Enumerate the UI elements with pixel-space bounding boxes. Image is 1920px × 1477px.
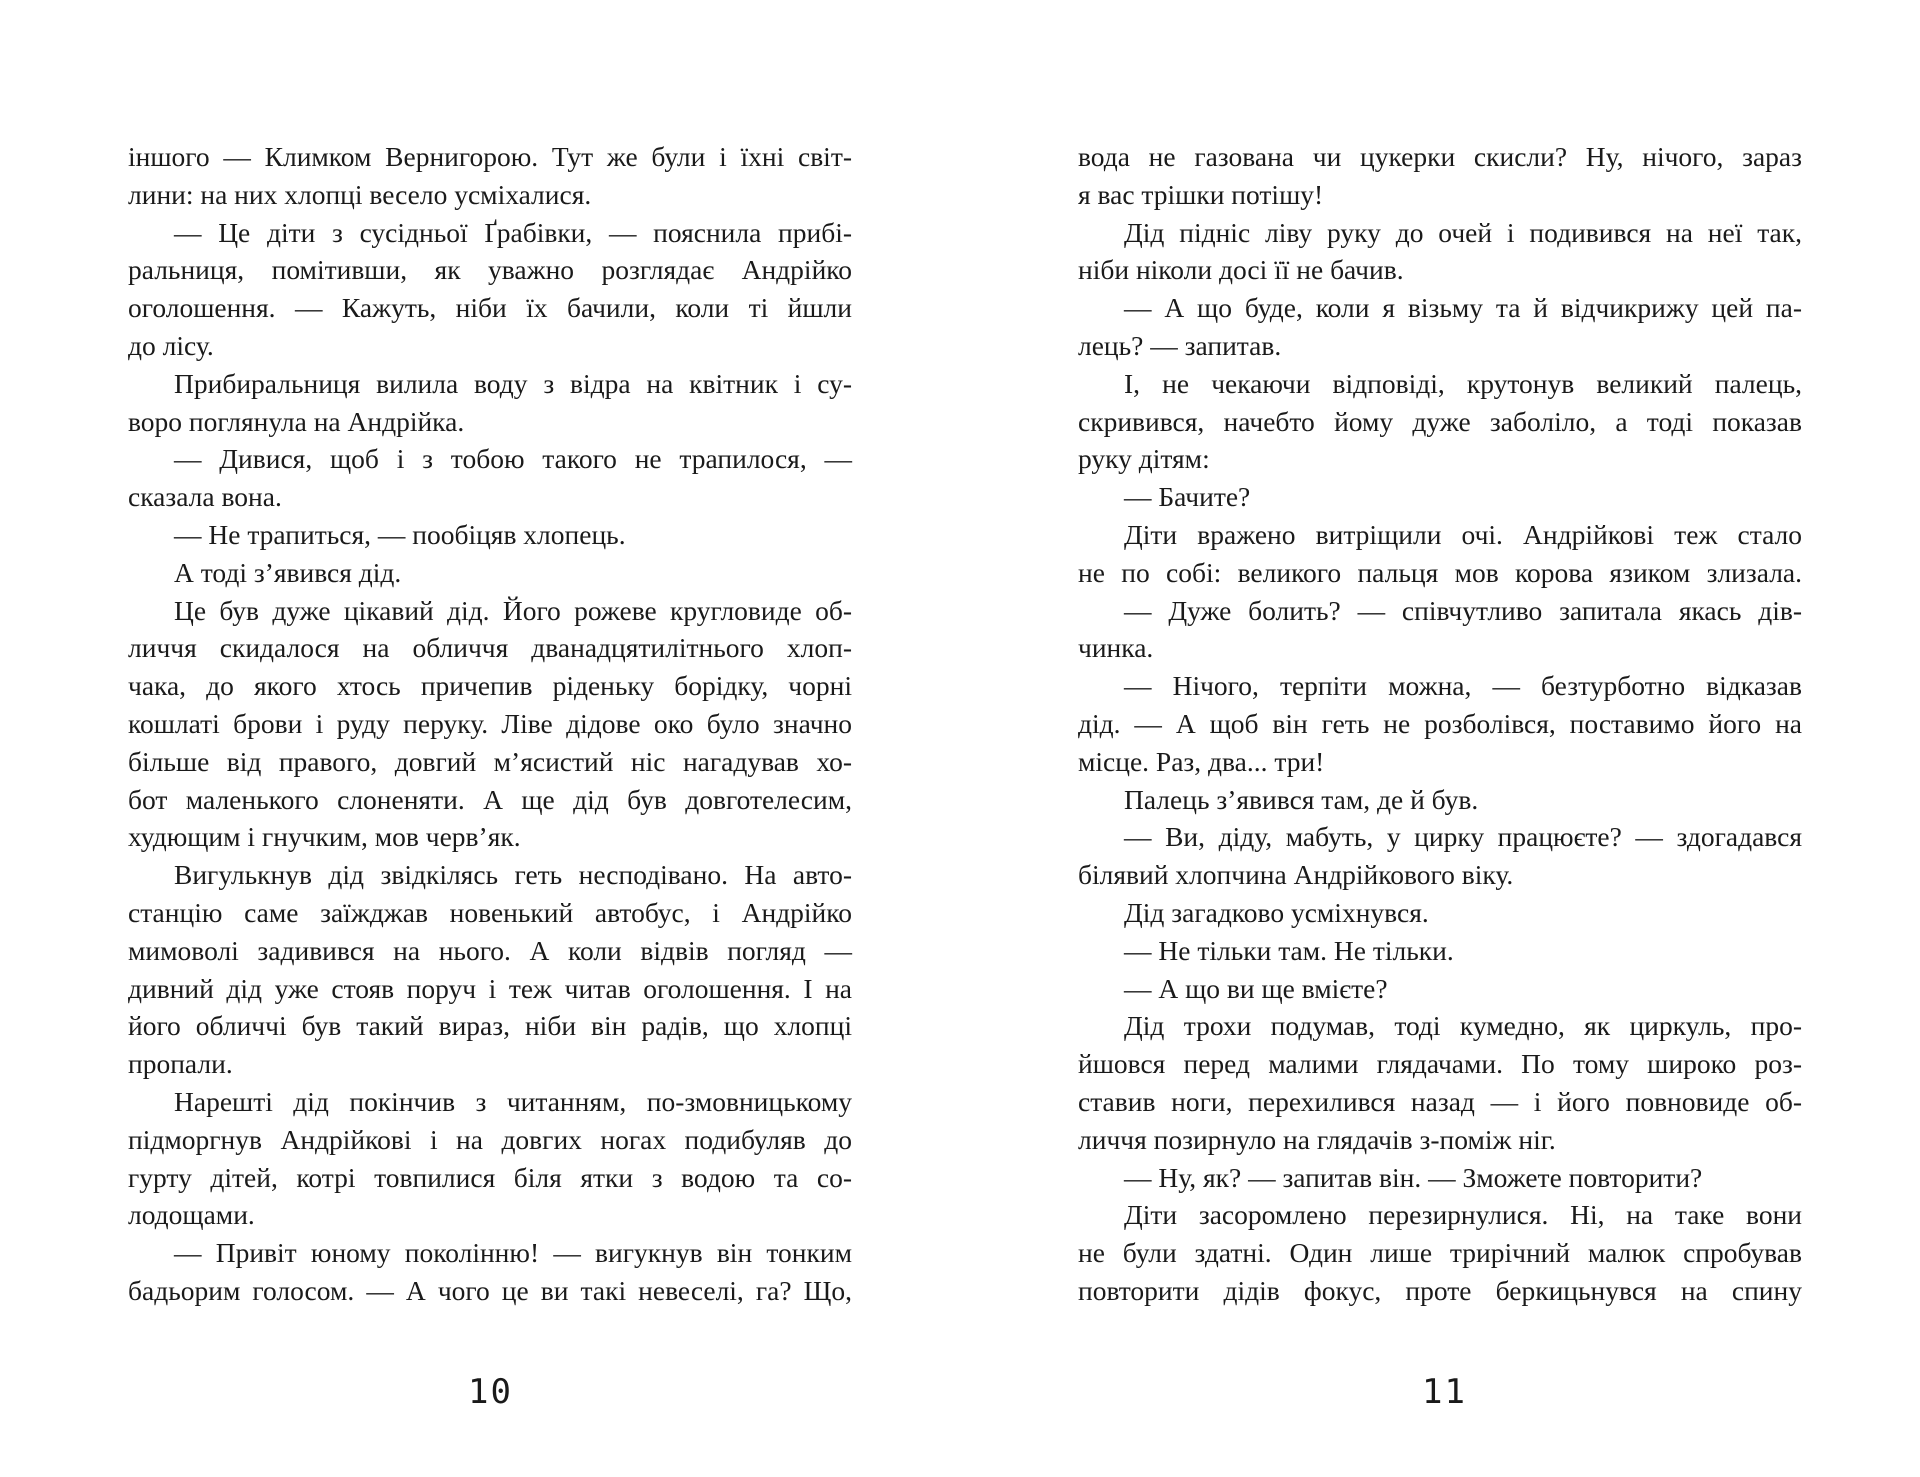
text-line: — Дуже болить? — співчутливо запитала якась дів-	[1124, 594, 1802, 626]
text-line: — Дивися, щоб і з тобою такого не трапилося, —	[174, 443, 852, 475]
text-line: худющим і гнучким, мов черв’як.	[128, 821, 521, 853]
text-line: дід. — А щоб він геть не розболівся, поставимо його на	[1078, 707, 1802, 739]
text-line: личчя позирнуло на глядачів з-поміж ніг.	[1078, 1123, 1556, 1155]
right-page	[960, 0, 1920, 1477]
text-line: дивний дід уже стояв поруч і теж читав оголошення. І на	[128, 972, 852, 1004]
text-line: повторити дідів фокус, проте беркицьнувся на спину	[1078, 1274, 1802, 1306]
text-line: Палець з’явився там, де й був.	[1124, 783, 1479, 815]
text-line: Діти засоромлено перезирнулися. Ні, на таке вони	[1124, 1199, 1802, 1231]
text-line: не були здатні. Один лише трирічний малюк спробував	[1078, 1237, 1802, 1269]
text-line: — Це діти з сусідньої Ґрабівки, — пояснила прибі-	[174, 216, 852, 248]
left-page-number: 10	[468, 1372, 513, 1412]
text-line: бот маленького слоненяти. А ще дід був довготелесим,	[128, 783, 852, 815]
text-line: — Привіт юному поколінню! — вигукнув він тонким	[174, 1237, 852, 1269]
text-line: — Не трапиться, — пообіцяв хлопець.	[174, 518, 626, 550]
text-line: Дід підніс ліву руку до очей і подивився на неї так,	[1124, 216, 1802, 248]
text-line: Це був дуже цікавий дід. Його рожеве кругловиде об-	[174, 594, 852, 626]
text-line: не по собі: великого пальця мов корова язиком злизала.	[1078, 556, 1802, 588]
right-page-number: 11	[1422, 1372, 1467, 1412]
text-line: Вигулькнув дід звідкілясь геть несподівано. На авто-	[174, 859, 852, 891]
text-line: чака, до якого хтось причепив ріденьку борідку, чорні	[128, 670, 852, 702]
text-line: личчя скидалося на обличчя дванадцятилітнього хлоп-	[128, 632, 852, 664]
text-line: бадьорим голосом. — А чого це ви такі невеселі, га? Що,	[128, 1274, 852, 1306]
text-line: ніби ніколи досі її не бачив.	[1078, 254, 1404, 286]
text-line: чинка.	[1078, 632, 1154, 664]
text-line: воро поглянула на Андрійка.	[128, 405, 465, 437]
text-line: станцію саме заїжджав новенький автобус, і Андрійко	[128, 896, 852, 928]
text-line: пропали.	[128, 1048, 233, 1080]
text-line: білявий хлопчина Андрійкового віку.	[1078, 859, 1514, 891]
text-line: кошлаті брови і руду перуку. Ліве дідове око було значно	[128, 707, 852, 739]
text-line: — Ну, як? — запитав він. — Зможете повторити?	[1124, 1161, 1703, 1193]
text-line: підморгнув Андрійкові і на довгих ногах подибуляв до	[128, 1123, 852, 1155]
text-line: мимоволі задивився на нього. А коли відвів погляд —	[128, 934, 852, 966]
text-line: Дід загадково усміхнувся.	[1124, 896, 1429, 928]
text-line: — Нічого, терпіти можна, — безтурботно відказав	[1124, 670, 1802, 702]
text-line: оголошення. — Кажуть, ніби їх бачили, коли ті йшли	[128, 292, 852, 324]
text-line: ставив ноги, перехилився назад — і його повновиде об-	[1078, 1085, 1802, 1117]
text-line: — Бачите?	[1124, 481, 1251, 513]
text-line: скривився, начебто йому дуже заболіло, а тоді показав	[1078, 405, 1802, 437]
left-page-text	[128, 138, 852, 1310]
text-line: лини: на них хлопці весело усміхалися.	[128, 178, 592, 210]
text-line: іншого — Климком Вернигорою. Тут же були і їхні світ-	[128, 141, 852, 172]
text-line: йшовся перед малими глядачами. По тому широко роз-	[1078, 1048, 1802, 1080]
text-line: ральниця, помітивши, як уважно розглядає Андрійко	[128, 254, 852, 286]
text-line: місце. Раз, два... три!	[1078, 745, 1325, 777]
text-line: лодощами.	[128, 1199, 255, 1231]
text-line: Прибиральниця вилила воду з відра на квітник і су-	[174, 367, 852, 399]
text-line: А тоді з’явився дід.	[174, 556, 402, 588]
text-line: більше від правого, довгий м’ясистий ніс нагадував хо-	[128, 745, 852, 777]
text-line: — Не тільки там. Не тільки.	[1124, 934, 1454, 966]
text-line: гурту дітей, котрі товпилися біля ятки з водою та со-	[128, 1161, 852, 1193]
text-line: вода не газована чи цукерки скисли? Ну, нічого, зараз	[1078, 141, 1802, 172]
text-line: І, не чекаючи відповіді, крутонув великий палець,	[1124, 367, 1802, 399]
text-line: лець? — запитав.	[1078, 329, 1282, 361]
text-line: — А що ви ще вмієте?	[1124, 972, 1388, 1004]
text-line: — Ви, діду, мабуть, у цирку працюєте? — здогадався	[1124, 821, 1802, 853]
text-line: — А що буде, коли я візьму та й відчикрижу цей па-	[1124, 292, 1802, 324]
text-line: сказала вона.	[128, 481, 282, 513]
text-line: я вас трішки потішу!	[1078, 178, 1324, 210]
text-line: Діти вражено витріщили очі. Андрійкові теж стало	[1124, 518, 1802, 550]
text-line: Нарешті дід покінчив з читанням, по-змовницькому	[174, 1085, 852, 1117]
text-line: до лісу.	[128, 329, 214, 361]
right-page-text	[1078, 138, 1802, 1310]
text-line: руку дітям:	[1078, 443, 1210, 475]
text-line: його обличчі був такий вираз, ніби він радів, що хлопці	[128, 1010, 852, 1042]
text-line: Дід трохи подумав, тоді кумедно, як циркуль, про-	[1124, 1010, 1802, 1042]
